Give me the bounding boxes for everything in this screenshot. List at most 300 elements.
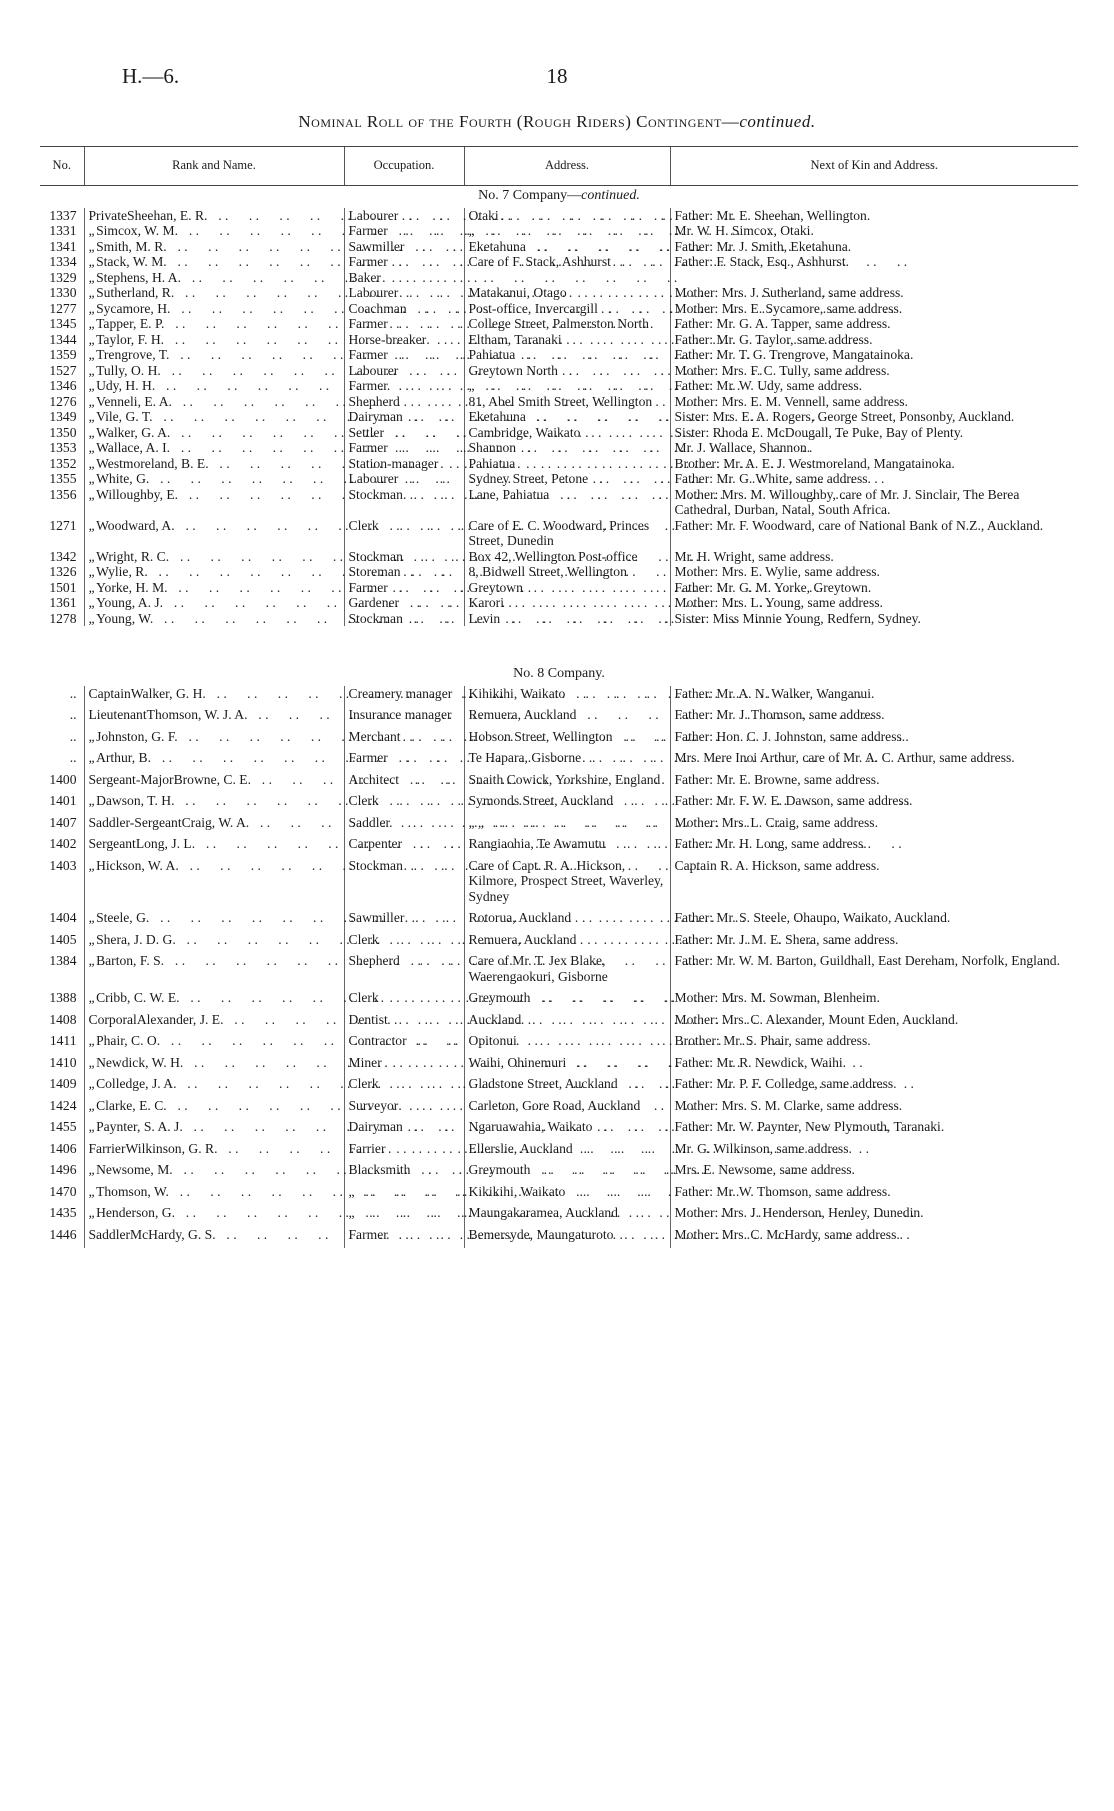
occupation-text: Farrier [348, 1140, 386, 1156]
address [469, 990, 666, 1006]
address [469, 1076, 666, 1092]
occupation [349, 347, 460, 363]
cell-address [464, 487, 670, 518]
next-of-kin: Mother: Mrs. S. M. Clarke, same address. [674, 1097, 903, 1113]
person-name: Young, W. [96, 610, 154, 626]
cell-occupation [344, 518, 464, 549]
cell-rank-name [84, 1012, 344, 1028]
table-row [40, 729, 1078, 745]
cell-no: 1407 [49, 814, 77, 830]
cell-rank-name [84, 456, 344, 472]
next-of-kin: Mother: Mrs. C. Alexander, Mount Eden, Auckland. [674, 1011, 959, 1027]
person-name: Smith, M. R. [96, 238, 167, 254]
company-title: No. 8 Company. [513, 666, 605, 681]
rank-name [89, 1227, 340, 1243]
cell-occupation [344, 487, 464, 518]
address-text: Eketahuna [468, 409, 526, 424]
address [469, 223, 666, 239]
cell-next-of-kin [670, 425, 1078, 441]
person-name: Barton, F. S. [96, 953, 165, 968]
address-text: Greytown North [468, 362, 558, 378]
rank: Private [88, 207, 128, 223]
rank-name [89, 347, 340, 363]
cell-address [464, 518, 670, 549]
address-text: Greymouth [468, 990, 531, 1005]
person-name: Venneli, E. A. [96, 393, 172, 409]
cell-occupation [344, 223, 464, 239]
address-text: Post-office, Invercargill [468, 300, 598, 316]
cell-next-of-kin [670, 1012, 1078, 1028]
occupation-text: Farmer [348, 579, 388, 595]
address-text: Greytown [468, 579, 523, 595]
table-row [40, 254, 1078, 270]
person-name: Newsome, M. [96, 1162, 173, 1177]
occupation [349, 1033, 460, 1049]
rank: „ [88, 285, 97, 300]
table-row [40, 1184, 1078, 1200]
occupation [349, 990, 460, 1006]
occupation-text: Clerk [348, 990, 379, 1005]
row-gap [40, 1242, 1078, 1248]
rank-name [89, 750, 340, 766]
address-text: Karori [468, 595, 504, 610]
person-name: Johnston, G. F. [96, 728, 178, 744]
rank-name [89, 208, 340, 224]
occupation [349, 564, 460, 580]
person-name: Clarke, E. C. [96, 1097, 167, 1113]
cell-address [464, 425, 670, 441]
cell-occupation [344, 836, 464, 852]
cell-next-of-kin [670, 990, 1078, 1006]
address [469, 686, 666, 702]
cell-no: 1403 [49, 857, 77, 873]
address [469, 471, 666, 487]
address [469, 595, 666, 611]
cell-no: 1388 [49, 990, 77, 1005]
cell-occupation [344, 394, 464, 410]
rank: „ [88, 953, 97, 968]
rank: „ [88, 409, 97, 424]
rank: „ [88, 1076, 97, 1091]
cell-address [464, 301, 670, 317]
address-text: Matakanui, Otago [468, 285, 567, 300]
rank: „ [88, 793, 97, 808]
cell-rank-name [84, 254, 344, 270]
rank-name [89, 1119, 340, 1135]
next-of-kin: Mr. W. H. Simcox, Otaki. [674, 223, 814, 238]
rank: „ [88, 424, 97, 440]
next-of-kin: Father: Mr. W. Thomson, same address. [674, 1183, 891, 1199]
person-name: Simcox, W. M. [96, 223, 179, 238]
occupation-text: Surveyor [348, 1097, 399, 1113]
occupation-text: Sawmiller [348, 238, 405, 254]
next-of-kin: Sister: Miss Minnie Young, Redfern, Sydney. [674, 610, 921, 626]
table-row [40, 425, 1078, 441]
cell-no: 1334 [49, 254, 77, 269]
address-text: Kikikihi, Waikato [468, 1183, 566, 1199]
next-of-kin: Father: Mr. J. M. E. Shera, same address. [674, 931, 899, 947]
occupation [349, 815, 460, 831]
cell-occupation [344, 332, 464, 348]
cell-address [464, 394, 670, 410]
occupation [349, 595, 460, 611]
next-of-kin: Father: Mr. F. W. E. Dawson, same address. [674, 793, 913, 808]
person-name: White, G. [96, 471, 150, 486]
cell-next-of-kin [670, 487, 1078, 518]
cell-no: 1455 [49, 1119, 77, 1134]
rank-name [89, 378, 340, 394]
cell-rank-name [84, 793, 344, 809]
occupation-text: Merchant [348, 728, 401, 744]
rank-name [89, 707, 340, 723]
occupation [349, 363, 460, 379]
cell-next-of-kin [670, 1055, 1078, 1071]
company-heading [40, 186, 1078, 208]
address: 81, Abel Smith Street, Wellington [468, 393, 653, 409]
address: Snaith Cowick, Yorkshire, England [468, 771, 661, 787]
next-of-kin: Mother: Mrs. E. Sycamore, same address. [674, 300, 903, 316]
person-name: Walker, G. H. [130, 685, 206, 701]
cell-occupation [344, 953, 464, 984]
person-name: Browne, C. E. [173, 771, 251, 787]
cell-no: 1400 [49, 771, 77, 787]
person-name: Stephens, H. A. [96, 269, 182, 285]
table-body [40, 186, 1078, 1249]
occupation-text: Saddler [348, 814, 391, 830]
company-heading-row [40, 186, 1078, 208]
cell-address [464, 285, 670, 301]
occupation-text: Farmer [348, 254, 388, 269]
cell-no: 1341 [49, 238, 77, 254]
next-of-kin: Brother: Mr. S. Phair, same address. [674, 1033, 871, 1048]
person-name: Udy, H. H. [96, 378, 156, 393]
rank-name [89, 1162, 340, 1178]
cell-rank-name [84, 953, 344, 984]
cell-address [464, 1227, 670, 1243]
address [469, 440, 666, 456]
person-name: Wallace, A. I. [96, 440, 171, 455]
person-name: Wright, R. C. [96, 548, 170, 564]
address-text: Levin [468, 610, 501, 626]
cell-address [464, 332, 670, 348]
address-text: Bemersyde, Maungaturoto [468, 1226, 614, 1242]
cell-no: .. [69, 707, 77, 722]
cell-occupation [344, 750, 464, 766]
cell-next-of-kin [670, 858, 1078, 905]
person-name: Westmoreland, B. E. [96, 455, 209, 471]
rank: „ [88, 223, 97, 238]
table-row [40, 772, 1078, 788]
address [469, 1012, 666, 1028]
cell-occupation [344, 440, 464, 456]
occupation-text: Shepherd [348, 953, 400, 968]
cell-next-of-kin [670, 611, 1078, 627]
cell-rank-name [84, 772, 344, 788]
address [469, 363, 666, 379]
cell-address [464, 471, 670, 487]
table-row [40, 456, 1078, 472]
rank-name [89, 363, 340, 379]
occupation [349, 1141, 460, 1157]
cell-occupation [344, 456, 464, 472]
cell-no: 1401 [49, 793, 77, 808]
rank: „ [88, 393, 97, 409]
next-of-kin: Mr. G. Wilkinson, same address. [674, 1140, 852, 1156]
cell-address [464, 208, 670, 224]
occupation-text: „ [348, 1183, 355, 1199]
occupation [349, 208, 460, 224]
cell-occupation [344, 1119, 464, 1135]
rank-name [89, 332, 340, 348]
rank-name [89, 686, 340, 702]
rank-name [89, 1076, 340, 1092]
cell-address [464, 1012, 670, 1028]
roll-title-main: Nominal Roll of the Fourth (Rough Riders) Contingent— [298, 112, 740, 131]
cell-next-of-kin [670, 440, 1078, 456]
cell-rank-name [84, 1098, 344, 1114]
address [469, 239, 666, 255]
nominal-roll-table [40, 146, 1078, 1248]
table-header [40, 147, 1078, 186]
table-row [40, 440, 1078, 456]
address [469, 456, 666, 472]
cell-next-of-kin [670, 378, 1078, 394]
person-name: Henderson, G. [96, 1205, 175, 1220]
rank: Sergeant [88, 836, 136, 851]
cell-rank-name [84, 686, 344, 702]
rank: „ [88, 269, 97, 285]
address-text: Care of F. Stack, Ashhurst [468, 254, 611, 269]
rank: Corporal [88, 1011, 137, 1027]
next-of-kin: Mother: Mrs. L. Craig, same address. [674, 814, 878, 830]
occupation-text: Clerk [348, 1076, 379, 1091]
address [469, 910, 666, 926]
rank: „ [88, 1162, 97, 1177]
cell-no: 1350 [49, 424, 77, 440]
cell-rank-name [84, 549, 344, 565]
cell-address [464, 750, 670, 766]
address-text: Remuera, Auckland [468, 931, 577, 947]
occupation-text: Stockman [348, 610, 403, 626]
cell-address [464, 223, 670, 239]
occupation [349, 1227, 460, 1243]
cell-occupation [344, 990, 464, 1006]
column-header-occupation: Occupation. [344, 147, 464, 186]
rank-name [89, 772, 340, 788]
occupation-text: Carpenter [348, 836, 403, 851]
rank-name [89, 471, 340, 487]
cell-address [464, 1141, 670, 1157]
occupation-text: Stockman [348, 548, 403, 564]
next-of-kin: Mother: Mrs. M. Sowman, Blenheim. [674, 990, 880, 1005]
cell-occupation [344, 611, 464, 627]
rank-name [89, 580, 340, 596]
address [469, 1162, 666, 1178]
table-row [40, 793, 1078, 809]
cell-address [464, 363, 670, 379]
cell-next-of-kin [670, 1076, 1078, 1092]
rank-name [89, 1055, 340, 1071]
rank-name [89, 223, 340, 239]
occupation-text: Clerk [348, 931, 379, 947]
cell-no: 1496 [49, 1162, 77, 1177]
address [469, 611, 666, 627]
cell-occupation [344, 707, 464, 723]
occupation [349, 549, 460, 565]
person-name: Stack, W. M. [96, 254, 167, 269]
address [469, 285, 666, 301]
next-of-kin: Mother: Mrs. C. McHardy, same address. [674, 1226, 900, 1242]
cell-no: 1409 [49, 1076, 77, 1091]
cell-next-of-kin [670, 363, 1078, 379]
address-text: Eltham, Taranaki [468, 331, 562, 347]
occupation-text: Settler [348, 424, 384, 440]
cell-no: 1346 [49, 378, 77, 393]
occupation-text: Horse-breaker [348, 331, 427, 347]
rank: „ [88, 1205, 97, 1220]
cell-no: 1359 [49, 347, 77, 362]
address-text: Lane, Pahiatua [468, 486, 550, 502]
cell-rank-name [84, 208, 344, 224]
rank: „ [88, 910, 97, 925]
next-of-kin: Mother: Mrs. E. M. Vennell, same address. [674, 393, 908, 409]
person-name: Tapper, E. P. [96, 316, 165, 331]
cell-next-of-kin [670, 815, 1078, 831]
table-row [40, 332, 1078, 348]
cell-next-of-kin [670, 549, 1078, 565]
occupation [349, 394, 460, 410]
cell-rank-name [84, 347, 344, 363]
rank: „ [88, 517, 97, 533]
rank: „ [88, 238, 97, 254]
cell-address [464, 254, 670, 270]
cell-rank-name [84, 487, 344, 518]
table-row [40, 301, 1078, 317]
occupation [349, 1098, 460, 1114]
cell-address [464, 1076, 670, 1092]
cell-occupation [344, 409, 464, 425]
cell-rank-name [84, 707, 344, 723]
next-of-kin: Father: Mr. G. White, same address. [674, 471, 871, 486]
address-text: Te Hapara, Gisborne [468, 750, 582, 765]
table-row [40, 378, 1078, 394]
occupation [349, 750, 460, 766]
occupation: Insurance manager [348, 707, 452, 722]
rank: „ [88, 331, 97, 347]
address [469, 729, 666, 745]
cell-address [464, 347, 670, 363]
cell-next-of-kin [670, 301, 1078, 317]
rank-name [89, 440, 340, 456]
occupation [349, 910, 460, 926]
next-of-kin: Father: Mr. H. Long, same address. [674, 836, 867, 851]
occupation [349, 270, 460, 286]
occupation [349, 409, 460, 425]
occupation [349, 1076, 460, 1092]
cell-rank-name [84, 1184, 344, 1200]
occupation-text: Storeman [348, 564, 401, 579]
rank: Sergeant-Major [88, 771, 174, 787]
table-row [40, 580, 1078, 596]
table-row [40, 347, 1078, 363]
person-name: Sycamore, H. [96, 300, 171, 316]
person-name: Tully, O. H. [96, 362, 161, 378]
occupation-text: Farmer [348, 440, 388, 455]
address-text: „ [468, 378, 475, 393]
rank-name [89, 858, 340, 874]
cell-rank-name [84, 580, 344, 596]
cell-occupation [344, 1141, 464, 1157]
next-of-kin: Father: Mr. E. Browne, same address. [674, 771, 880, 787]
person-name: Paynter, S. A. J. [96, 1119, 183, 1134]
cell-next-of-kin [670, 208, 1078, 224]
cell-occupation [344, 316, 464, 332]
cell-occupation [344, 729, 464, 745]
cell-rank-name [84, 332, 344, 348]
rank-name [89, 564, 340, 580]
cell-occupation [344, 858, 464, 905]
gap-cell [344, 1242, 464, 1248]
occupation-text: Clerk [348, 793, 379, 808]
column-header-rank-name: Rank and Name. [84, 147, 344, 186]
rank: „ [88, 486, 97, 502]
rank-name [89, 729, 340, 745]
cell-next-of-kin [670, 793, 1078, 809]
occupation-text: Coachman [348, 300, 407, 316]
cell-no: .. [69, 685, 77, 701]
cell-rank-name [84, 611, 344, 627]
cell-rank-name [84, 440, 344, 456]
occupation [349, 611, 460, 627]
person-name: Sutherland, R. [96, 285, 175, 300]
cell-next-of-kin [670, 707, 1078, 723]
cell-next-of-kin [670, 409, 1078, 425]
cell-next-of-kin [670, 1162, 1078, 1178]
rank-name [89, 409, 340, 425]
cell-no: 1353 [49, 440, 77, 455]
rank-name [89, 239, 340, 255]
address-text: Ngaruawahia, Waikato [468, 1119, 593, 1134]
next-of-kin: Brother: Mr. A. E. J. Westmoreland, Mangatainoka. [674, 455, 955, 471]
address: 8, Bidwell Street, Wellington [468, 564, 627, 579]
address [469, 815, 666, 831]
cell-address [464, 1162, 670, 1178]
next-of-kin: Father: Hon. C. J. Johnston, same address. [674, 728, 906, 744]
occupation [349, 1184, 460, 1200]
cell-rank-name [84, 1205, 344, 1221]
cell-rank-name [84, 595, 344, 611]
cell-address [464, 686, 670, 702]
table-row [40, 1055, 1078, 1071]
rank-name [89, 1205, 340, 1221]
cell-address [464, 580, 670, 596]
person-name: Dawson, T. H. [96, 793, 175, 808]
cell-no: 1424 [49, 1097, 77, 1113]
company-heading [40, 664, 1078, 686]
rank-name [89, 316, 340, 332]
address-text: Symonds Street, Auckland [468, 793, 614, 808]
person-name: Phair, C. O. [96, 1033, 161, 1048]
cell-no: 1410 [49, 1054, 77, 1070]
cell-occupation [344, 347, 464, 363]
rank-name [89, 595, 340, 611]
cell-no: 1406 [49, 1140, 77, 1156]
cell-no: 1527 [49, 362, 77, 378]
cell-occupation [344, 270, 464, 286]
person-name: Shera, J. D. G. [96, 931, 176, 947]
cell-address [464, 440, 670, 456]
person-name: Craig, W. A. [181, 814, 250, 830]
